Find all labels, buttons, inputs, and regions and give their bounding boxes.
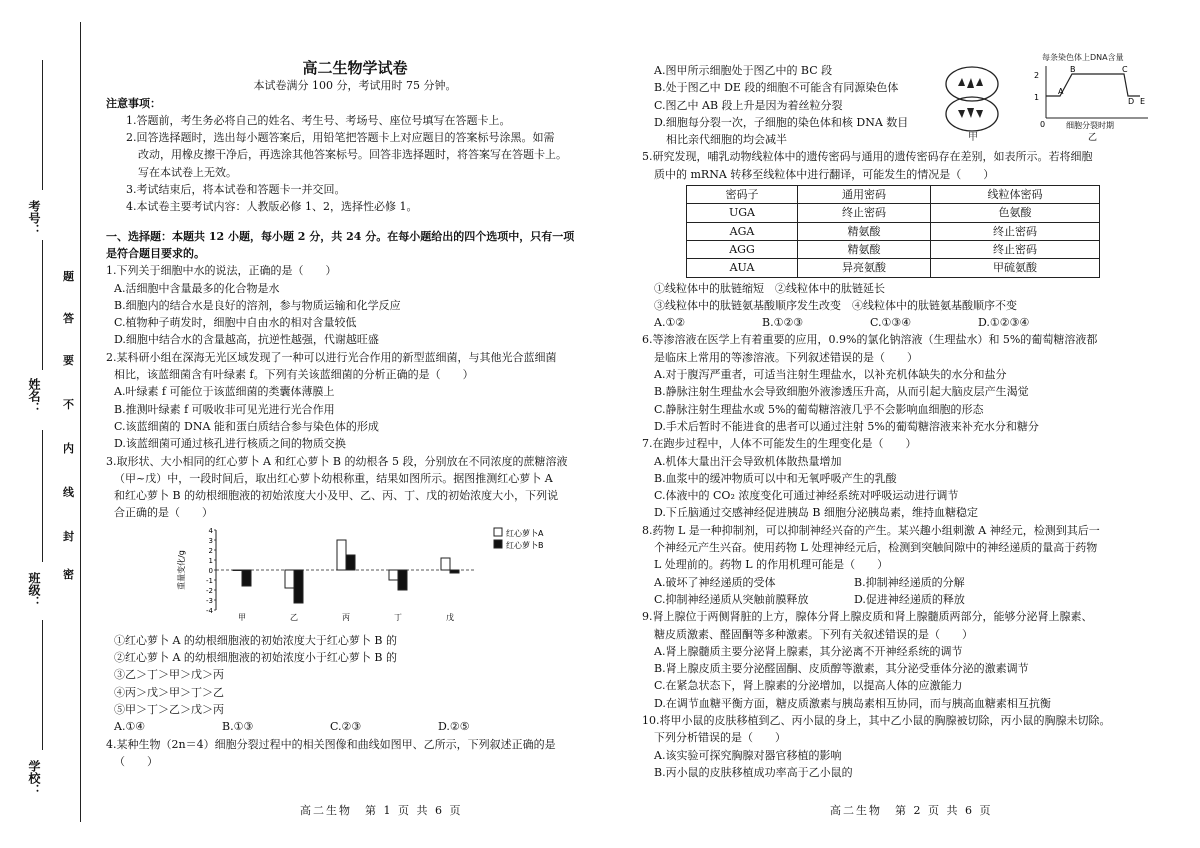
graph-ylabel: 每条染色体上DNA含量 <box>1042 53 1124 62</box>
q10-stem: 10.将甲小鼠的皮肤移植到乙、丙小鼠的身上，其中乙小鼠的胸腺被切除，丙小鼠的胸腺未切除。 <box>642 713 1111 727</box>
chart-category-label: 乙 <box>290 612 298 622</box>
notice-item: 1.答题前，考生务必将自己的姓名、考生号、考场号、座位号填写在答题卡上。 <box>126 113 511 127</box>
class-label: 班级： <box>27 572 41 608</box>
legend-label: 红心萝卜B <box>506 540 544 550</box>
q7-option: A.机体大量出汗会导致机体散热量增加 <box>654 454 842 468</box>
q9-option: C.在紧急状态下，肾上腺素的分泌增加，以提高人体的应激能力 <box>654 679 963 693</box>
q5-option-a: A.①② <box>654 316 686 330</box>
notice-item: 4.本试卷主要考试内容：人教版必修 1、2，选择性必修 1。 <box>126 200 418 214</box>
q7-option: C.体液中的 CO₂ 浓度变化可通过神经系统对呼吸运动进行调节 <box>654 489 959 503</box>
graph-origin: 0 <box>1040 120 1046 129</box>
table-cell: AGG <box>687 240 798 258</box>
q10-stem-cont: 下列分析错误的是（ ） <box>654 731 786 745</box>
table-cell: AGA <box>687 222 798 240</box>
chart-category-label: 戊 <box>446 612 454 622</box>
table-row <box>687 204 1100 222</box>
figure-jia-caption: 甲 <box>968 132 978 142</box>
q4-stem: 4.某种生物（2n＝4）细胞分裂过程中的相关图像和曲线如图甲、乙所示，下列叙述正确的是 <box>106 737 556 751</box>
chart-tick-label: 2 <box>208 546 213 555</box>
notice-item: 改动，用橡皮擦干净后，再选涂其他答案标号。回答非选择题时，将答案写在答题卡上。 <box>138 148 567 162</box>
chart-bar <box>398 570 407 590</box>
chart-tick-label: 3 <box>208 536 213 545</box>
q6-stem: 6.等渗溶液在医学上有着重要的应用，0.9%的氯化钠溶液（生理盐水）和 5%的葡萄糖溶液都 <box>642 333 1098 347</box>
seal-char: 线 <box>63 486 74 499</box>
chart-bar <box>242 570 251 586</box>
chart-bar <box>346 555 355 570</box>
q2-stem: 2.某科研小组在深海无光区域发现了一种可以进行光合作用的新型蓝细菌，与其他光合蓝细菌 <box>106 350 557 364</box>
q5-option-b: B.①②③ <box>762 316 804 330</box>
graph-point-e: E <box>1140 97 1146 106</box>
q2-option: B.推测叶绿素 f 可吸收非可见光进行光合作用 <box>114 402 335 416</box>
chart-category-label: 甲 <box>238 612 246 622</box>
chart-category-label: 丙 <box>342 612 350 622</box>
q3-option-c: C.②③ <box>330 720 362 734</box>
table-cell: 异亮氨酸 <box>798 259 931 277</box>
q3-stem-cont: （甲~戊）中，一段时间后，取出红心萝卜幼根称重，结果如图所示。据图推测红心萝卜 A <box>114 471 553 485</box>
q2-stem-cont: 相比，该蓝细菌含有叶绿素 f。下列有关该蓝细菌的分析正确的是（ ） <box>114 368 474 382</box>
school-label: 学校： <box>27 760 41 796</box>
school-line <box>42 620 43 750</box>
q4-stem-cont: （ ） <box>114 754 158 768</box>
chart-bar <box>450 570 459 573</box>
cell-division-figure <box>940 62 1010 142</box>
q4-option: A.图甲所示细胞处于图乙中的 BC 段 <box>654 64 833 77</box>
seal-char: 要 <box>63 354 74 367</box>
seal-char: 答 <box>63 312 74 325</box>
q8-stem-cont: L 处理前的。药物 L 的作用机理可能是（ ） <box>654 558 889 572</box>
table-row <box>687 222 1100 240</box>
q7-stem: 7.在跑步过程中，人体不可能发生的生理变化是（ ） <box>642 437 917 451</box>
chart-bar <box>441 558 450 570</box>
codon-table <box>686 185 1100 277</box>
q9-option: A.肾上腺髓质主要分泌肾上腺素，其分泌离不开神经系统的调节 <box>654 644 963 658</box>
q4-option: B.处于图乙中 DE 段的细胞不可能含有同源染色体 <box>654 81 899 95</box>
exam-title: 高二生物学试卷 <box>302 59 408 77</box>
q8-stem-cont: 个神经元产生兴奋。使用药物 L 处理神经元后，检测到突触间隙中的神经递质的量高于药物 <box>654 541 1098 555</box>
q1-option: B.细胞内的结合水是良好的溶剂，参与物质运输和化学反应 <box>114 298 401 312</box>
q8-options-row <box>642 591 1162 608</box>
chart-tick-label: 0 <box>208 566 213 575</box>
legend-swatch <box>494 528 502 536</box>
graph-tick-1: 1 <box>1034 93 1040 102</box>
page-2-footer: 高二生物 第 2 页 共 6 页 <box>830 804 993 817</box>
seal-char: 不 <box>63 398 74 411</box>
page-2-column <box>642 62 1162 781</box>
q3-chart-area <box>106 522 604 632</box>
graph-tick-2: 2 <box>1034 71 1040 80</box>
q7-option: B.血浆中的缓冲物质可以中和无氧呼吸产生的乳酸 <box>654 471 897 485</box>
chart-category-label: 丁 <box>394 612 402 622</box>
table-cell: 色氨酸 <box>931 204 1100 222</box>
chart-tick-label: -3 <box>206 596 213 605</box>
q3-bar-chart <box>176 522 596 632</box>
q4-option-cont: 相比亲代细胞的均会减半 <box>666 133 787 147</box>
table-header: 密码子 <box>687 186 798 204</box>
q3-statement: ②红心萝卜 A 的幼根细胞液的初始浓度小于红心萝卜 B 的 <box>114 651 398 665</box>
q10-option: B.丙小鼠的皮肤移植成功率高于乙小鼠的 <box>654 765 853 779</box>
q3-stem-cont: 合正确的是（ ） <box>114 506 213 520</box>
q3-stem-cont: 和红心萝卜 B 的幼根细胞液的初始浓度大小及甲、乙、丙、丁、戊的初始浓度大小，下列说 <box>114 489 559 503</box>
q5-statement: ①线粒体中的肽链缩短 ②线粒体中的肽链延长 <box>654 281 885 295</box>
page-1-column <box>106 60 604 770</box>
table-cell: 甲硫氨酸 <box>931 259 1100 277</box>
chart-bar <box>294 570 303 603</box>
q8-option-a: A.破坏了神经递质的受体 <box>654 575 776 589</box>
q1-option: C.植物种子萌发时，细胞中自由水的相对含量较低 <box>114 316 357 330</box>
name-line <box>42 240 43 370</box>
table-cell: AUA <box>687 259 798 277</box>
q1-option: A.活细胞中含量最多的化合物是水 <box>114 281 280 295</box>
seal-char: 密 <box>63 568 74 581</box>
name-label: 姓名： <box>27 378 41 414</box>
table-cell: 终止密码 <box>931 240 1100 258</box>
chart-tick-label: -4 <box>206 606 213 615</box>
page-1-footer: 高二生物 第 1 页 共 6 页 <box>300 804 463 817</box>
q8-option-d: D.促进神经递质的释放 <box>854 592 965 606</box>
graph-point-c: C <box>1122 65 1128 74</box>
table-header: 线粒体密码 <box>931 186 1100 204</box>
chart-bar <box>389 570 398 580</box>
exam-no-label: 考号： <box>27 200 41 236</box>
q9-stem-cont: 糖皮质激素、醛固酮等多种激素。下列有关叙述错误的是（ ） <box>654 627 973 641</box>
seal-char: 题 <box>63 270 74 283</box>
chart-bar <box>285 570 294 588</box>
table-header: 通用密码 <box>798 186 931 204</box>
chart-tick-label: 4 <box>208 526 213 535</box>
q5-statement: ③线粒体中的肽链氨基酸顺序发生改变 ④线粒体中的肽链氨基酸顺序不变 <box>654 298 1017 312</box>
chart-bar <box>233 570 242 571</box>
table-cell: UGA <box>687 204 798 222</box>
graph-xlabel: 细胞分裂时期 <box>1066 121 1114 130</box>
q10-option: A.该实验可探究胸腺对器官移植的影响 <box>654 748 842 762</box>
q5-option-d: D.①②③④ <box>978 316 1030 330</box>
q8-options-row <box>642 574 1162 591</box>
figure-yi-caption: 乙 <box>1088 133 1098 142</box>
q2-option: C.该蓝细菌的 DNA 能和蛋白质结合参与染色体的形成 <box>114 419 379 433</box>
q6-option: A.对于腹泻严重者，可适当注射生理盐水，以补充机体缺失的水分和盐分 <box>654 368 1007 382</box>
binding-divider <box>80 22 81 822</box>
q3-option-b: B.①③ <box>222 720 254 734</box>
graph-point-d: D <box>1128 97 1135 106</box>
table-cell: 终止密码 <box>931 222 1100 240</box>
q5-option-c: C.①③④ <box>870 316 912 330</box>
q1-option: D.细胞中结合水的含量越高，抗逆性越强，代谢越旺盛 <box>114 333 379 347</box>
seal-char: 封 <box>63 530 74 543</box>
graph-point-b: B <box>1070 65 1076 74</box>
notice-item: 2.回答选择题时，选出每小题答案后，用铅笔把答题卡上对应题目的答案标号涂黑。如需 <box>126 131 555 145</box>
table-cell: 精氨酸 <box>798 240 931 258</box>
notice-item: 3.考试结束后，将本试卷和答题卡一并交回。 <box>126 183 346 197</box>
q8-stem: 8.药物 L 是一种抑制剂，可以抑制神经兴奋的产生。某兴趣小组刺激 A 神经元，检测到其后一 <box>642 523 1100 537</box>
q6-option: C.静脉注射生理盐水或 5%的葡萄糖溶液几乎不会影响血细胞的形态 <box>654 402 984 416</box>
notice-heading: 注意事项： <box>106 96 161 110</box>
q1-stem: 1.下列关于细胞中水的说法，正确的是（ ） <box>106 264 337 278</box>
section-heading-cont: 是符合题目要求的。 <box>106 246 205 260</box>
q3-statement: ④丙＞戊＞甲＞丁＞乙 <box>114 685 224 699</box>
q8-option-c: C.抑制神经递质从突触前膜释放 <box>654 592 809 606</box>
q3-options <box>106 718 604 735</box>
q9-option: D.在调节血糖平衡方面，糖皮质激素与胰岛素相互协同，而与胰高血糖素相互抗衡 <box>654 696 1051 710</box>
q7-option: D.下丘脑通过交感神经促进胰岛 B 细胞分泌胰岛素，维持血糖稳定 <box>654 506 978 520</box>
q3-option-a: A.①④ <box>114 720 146 734</box>
section-heading: 一、选择题：本题共 12 小题，每小题 2 分，共 24 分。在每小题给出的四个选项中，只有一项 <box>106 229 575 243</box>
q3-statement: ①红心萝卜 A 的幼根细胞液的初始浓度大于红心萝卜 B 的 <box>114 633 398 647</box>
q9-stem: 9.肾上腺位于两侧肾脏的上方，腺体分肾上腺皮质和肾上腺髓质两部分，能够分泌肾上腺素、 <box>642 610 1093 624</box>
exam-subtitle: 本试卷满分 100 分，考试用时 75 分钟。 <box>253 79 457 93</box>
class-line <box>42 430 43 562</box>
table-cell: 终止密码 <box>798 204 931 222</box>
binding-margin <box>0 0 100 848</box>
q6-stem-cont: 是临床上常用的等渗溶液。下列叙述错误的是（ ） <box>654 350 918 364</box>
q3-statement: ③乙＞丁＞甲＞戊＞丙 <box>114 668 224 682</box>
q4-option: D.细胞每分裂一次，子细胞的染色体和核 DNA 数目 <box>654 115 909 129</box>
legend-label: 红心萝卜A <box>506 528 544 538</box>
q3-stem: 3.取形状、大小相同的红心萝卜 A 和红心萝卜 B 的幼根各 5 段，分别放在不同浓度的蔗糖溶液 <box>106 454 568 468</box>
chart-tick-label: 1 <box>208 556 213 565</box>
q3-statement: ⑤甲＞丁＞乙＞戊＞丙 <box>114 702 224 716</box>
table-row <box>687 240 1100 258</box>
q9-option: B.肾上腺皮质主要分泌醛固酮、皮质醇等激素，其分泌受垂体分泌的激素调节 <box>654 662 1029 676</box>
graph-point-a: A <box>1058 87 1064 96</box>
q5-options <box>642 314 1162 331</box>
q2-option: A.叶绿素 f 可能位于该蓝细菌的类囊体薄膜上 <box>114 385 335 399</box>
table-header-row <box>687 186 1100 204</box>
q6-option: D.手术后暂时不能进食的患者可以通过注射 5%的葡萄糖溶液来补充水分和糖分 <box>654 419 1039 433</box>
q8-option-b: B.抑制神经递质的分解 <box>854 575 965 589</box>
q5-stem: 5.研究发现，哺乳动物线粒体中的遗传密码与通用的遗传密码存在差别，如表所示。若将细胞 <box>642 150 1093 164</box>
q6-option: B.静脉注射生理盐水会导致细胞外液渗透压升高，从而引起大脑皮层产生渴觉 <box>654 385 1029 399</box>
q5-stem-cont: 质中的 mRNA 转移至线粒体中进行翻译，可能发生的情况是（ ） <box>654 167 995 181</box>
exam-no-line <box>42 60 43 190</box>
seal-char: 内 <box>63 442 74 455</box>
q3-option-d: D.②⑤ <box>438 720 470 734</box>
table-cell: 精氨酸 <box>798 222 931 240</box>
q4-option: C.图乙中 AB 段上升是因为着丝粒分裂 <box>654 98 843 112</box>
chart-bar <box>337 540 346 570</box>
dna-content-graph <box>1032 50 1152 142</box>
q2-option: D.该蓝细菌可通过核孔进行核质之间的物质交换 <box>114 437 346 451</box>
chart-tick-label: -1 <box>206 576 213 585</box>
chart-ylabel: 重量变化/g <box>177 549 186 590</box>
chart-tick-label: -2 <box>206 586 213 595</box>
legend-swatch <box>494 540 502 548</box>
table-row <box>687 259 1100 277</box>
notice-item: 写在本试卷上无效。 <box>138 165 237 179</box>
